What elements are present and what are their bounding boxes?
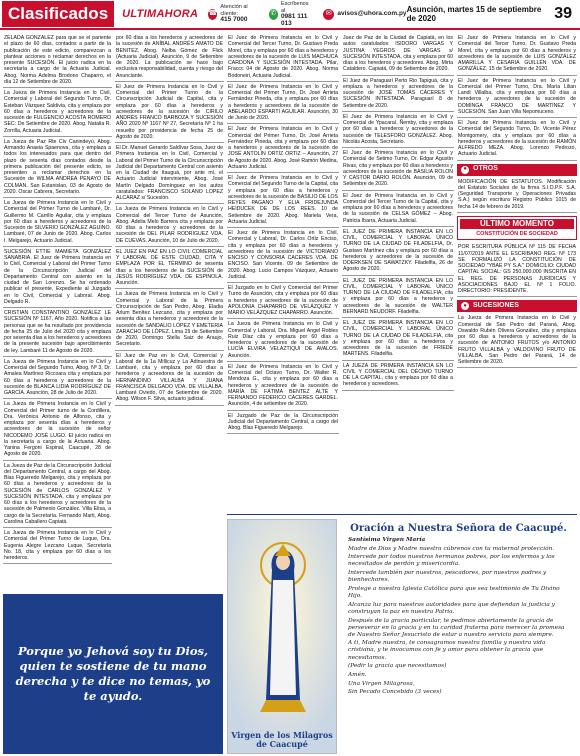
classified-ad: El Juzgado de Paz de la Circunscripción Judicial del Departamento Central, a cargo del Abog. Blas Figueredo Melgarejo. bbox=[227, 412, 339, 435]
classified-ad: El Juez de Primera Instancia en lo Civil y Comercial del Primer Turno, Dra. María Lilian Landi Villalba, cita y emplaza por 60 días a herederos y acreedores de la sucesión de DOMINGA FRANCO DE MARTÍNEZ Y SUCESIÓN. San Juan Villa Nepomuceno. bbox=[457, 77, 577, 119]
classified-ad: La Jueza de Primera Instancia en lo Civil y Comercial del Segundo Turno, Abog. Nº 3, Dr. Amalea Martínez Riccoara cita y emplaza por 60 días a herederos y acreedores de la sucesión de BLANCA LIDIA RODRÍGUEZ DE GARCÍA. Asunción, 28 de Julio de 2020. bbox=[3, 358, 112, 400]
section-title: Clasificados bbox=[2, 1, 114, 27]
virgin-figure-icon bbox=[228, 520, 337, 754]
classified-ad: La Jueza de Paz Rte Civ Canindeyú, Abog. Armando Anaeia Spaenova, cita y emplaza a todos los interesados para que dentro del plazo de sesenta días contados desde la primera publicación del presente edicto, se presenten a reclamar derechos en la Sucesión de WILMA ANDREA PENAYO DE COLMAN. San Estanislao, 03 de Agosto de 2020. Oscar Cabrera, Secretario. bbox=[3, 138, 112, 198]
bullet-icon: ● bbox=[461, 166, 469, 174]
virgin-image bbox=[227, 519, 337, 754]
classified-ad: El Juez de Primera Instancia en lo Civil y Comercial del Segundo Turno de la Capital, cita y emplaza por 60 días a herederos y acreedores de la sucesión de BASILIO DE LOS REYES PAGANO Y ELIA FRIDEJUNDA HEIDUCEK DE DE LOS REES. 10 de Setiembre de 2020. Abog. Mariela Vera, Actuaria Judicial. bbox=[227, 174, 339, 228]
classified-ad: La Jueza de Paz de la Circunscripción Judicial del Departamento Central, a cargo del Abog. Blas Figueredo Melgarejo, cita y emplaza por 60 días a herederos y acreedores de la SUCESIÓN de CARLOS GONZÁLEZ Y SUCESIÓN INTESTADA, cita y emplaza por 60 días a los herederos y acreedores de la sucesión de Palmenio González. Villa Elisa, a cargo de la Secretaría. Fernando Marti, Abog. Carolina Caballero Capiatá. bbox=[3, 462, 112, 529]
ultimo-momento-title: ÚLTIMO MOMENTO bbox=[460, 219, 574, 229]
prayer-line: Protege a nuestra Iglesia Católica para que sea testimonio de Tu Divino Hijo. bbox=[348, 585, 560, 600]
prayer-line: (Pedir la gracia que necesitamos) bbox=[348, 663, 447, 670]
customer-service-number: 415 7000 bbox=[220, 16, 248, 24]
prayer-line: Sin Pecado Concebido (3 veces) bbox=[348, 689, 442, 696]
prayer-line: Alcanza luz para nuestras autoridades para que defiendan la justicia y construyan la paz en nuestra Patria. bbox=[348, 601, 555, 615]
prayer-line: Intercede por todos nuestros hermanos pobres, por los enfermos y los necesitados de perdón y misericordia. bbox=[348, 554, 555, 568]
column-4 bbox=[342, 34, 454, 519]
column-3 bbox=[227, 34, 339, 519]
ultimo-momento-subtitle: CONSTITUCIÓN DE SOCIEDAD bbox=[476, 231, 558, 237]
classified-ad: EL JUEZ DE PRIMERA INSTANCIA EN LO CIVIL, COMERCIAL Y LABORAL ÚNICO TURNO DE LA CIUDAD DE FILADELFIA, Dr. Gustavo Martínez cita y emplaza por 60 días a herederos y acreedores de la sucesión de DOERKSEN DE SAWATZKY. Filadelfia, 26 de Agosto de 2020. bbox=[342, 228, 454, 276]
classified-ad: La Jueza de Primera Instancia en lo Civil y Comercial y Laboral de la Primera Circunscripción de San Pedro, Abog. Eladia Arlum Benítez Lezcano, cita y emplaza por sesenta días a herederos y acreedores de la sucesión de SANDALIO LÓPEZ Y EMETERIA ZARACHO DE LÓPEZ. Lima 29 de Setiembre de 2020. Domingo Stella Saiz de Araujo, Secretario. bbox=[115, 290, 224, 350]
classified-ad: El Juez de Primera Instancia en lo Civil y Comercial del Tercer Turno, Dr. Gustavo Preda Morel, cita y emplaza por 60 días a herederos y acreedores de la sucesión de LUIS GONZÁLEZ AMARILLA Y CESARIA GUILLÉN VDA. DE GONZÁLEZ. 15 de Setiembre de 2020. bbox=[457, 34, 577, 76]
divider bbox=[227, 514, 577, 515]
whatsapp-contact bbox=[269, 1, 314, 27]
newspaper-logo: ULTIMAHORA bbox=[122, 8, 199, 20]
whatsapp-number: 0981 111 013 bbox=[280, 13, 308, 27]
prayer-box bbox=[340, 519, 577, 754]
classified-ad: La Jueza de Primera Instancia en lo Civil y Comercial y Laboral, Dra. Miguel Angel Robles Ruiz Díaz cita y emplaza por 60 días a herederos y acreedores de la sucesión de LUCÍA ELVIRA VELAZTIQUI DE AVALOS. Asunción. bbox=[227, 320, 339, 362]
page-header bbox=[0, 0, 580, 30]
email-icon: ✉ bbox=[323, 9, 334, 20]
prayer-title: Oración a Nuestra Señora de Caacupé. bbox=[350, 523, 567, 534]
prayer-line: Intercede también por nuestros, pescadores, por nuestros padres y bienhechores. bbox=[348, 570, 547, 584]
classified-ad: El Juez de Paraguarí Perto Rio Tapiguá, cita y emplaza a herederos y acreedores de la sucesión de JOSÉ TOMÁS CÁCERES Y SUCESIÓN INTESTADA. Paraguarí 8 de Setiembre de 2020. bbox=[342, 77, 454, 112]
bullet-icon: ● bbox=[461, 302, 469, 310]
classified-ad: La Jueza de Primera Instancia en lo Civil, Comercial y Laboral del Segundo Turno, Dr. Esteban Vázquez Saldivia, cita y emplaza por 60 días a herederos y acreedores de la sucesión de FULGENCIO ACOSTA ROMERO SEC: De Setiembre de 2020. Abog. Natalia R. Zorrilla, Actuaria Judicial. bbox=[3, 89, 112, 137]
classified-ad: La Jueza de Primera Instancia en lo Civil y Comercial del Primer Turno de Luque, Dra. Eugenia Alegre Lezcano Luque, Secretaría No. 18, cita y emplaza por 60 días a los herederos. bbox=[3, 529, 112, 564]
email-contact bbox=[323, 9, 406, 20]
prayer-line: Madre de Dios y Madre nuestra cúbrenos con tu maternal protección. bbox=[348, 545, 555, 552]
classified-ad: EL JUEZ EN PAZ EN LO CIVIL COMERCIAL Y LABORAL DE ESTE CIUDAD, CITA Y EMPLAZA POR EL TÉRMINO de sesenta días a los herederos de la SUCESIÓN de JESÚS RODRÍGUEZ VDA. DE ESPINOLA. Asunción. bbox=[115, 248, 224, 290]
classified-ad: POR ESCRITURA PÚBLICA Nº 115 DE FECHA 11/07/2019 ANTE EL ESCRIBANO REG. Nº 173 SE FORMALIZÓ LA CONSTITUCIÓN DE SOCIEDAD "YBAÉ PY S.A." DOMICILIO: CIUDAD CAPITAL SOCIAL: GS 250.000.000 INSCRITA EN EL REG. DE PERSONAS JURÍDICAS Y ASOCIACIONES BAJO EL Nº 1 FOLIO. DIRECTORIO: PRESIDENTE. bbox=[457, 243, 577, 297]
bible-verse-text: Porque yo Jehová soy tu Dios, quien te sostiene de tu mano derecha y te dice no temas, yo te ayudo. bbox=[15, 644, 211, 703]
classified-ad: El Juez de Primera Instancia en lo Civil, Comercial y Laboral, Dr. Carlos Ortiz Enciso, cita y emplaza por 60 días a herederos y acreedores de la sucesión de VICTORIANO ENCISO Y CONSORIA CACERES VDA. DE ENCISO. San Vicente. 09 de Setiembre de 2020. Abog. Lucio Campos Vázquez, Actuario Judicial. bbox=[227, 229, 339, 283]
otros-section-header bbox=[457, 164, 577, 176]
classified-ad: LA JUEZA DE PRIMERA INSTANCIA EN LO CIVIL Y COMERCIAL DEL DÉCIMO TURNO DE LA CAPITAL, cita y emplaza por 60 días a herederos y acreedores. bbox=[342, 362, 454, 391]
otros-label: OTROS bbox=[473, 165, 498, 173]
bible-verse-banner bbox=[3, 594, 223, 754]
classified-ad: El Juez de Paz en lo Civil, Comercial y Laboral de la 1a Millicuz y La Adinuestra de Lambaré, cita y emplaza por 60 días a herederos y acreedores de la sucesión de HERNANDINO VILLALBA Y JUANA FRANCISCA DELGADO VDA. DE VILLALBA. Lambaré Oviedo, 07 de Setiembre de 2020. Abog. Wilson F. Silva, actuario judicial. bbox=[115, 352, 224, 406]
issue-date: Asunción, martes 15 de septiembre de 2020 bbox=[406, 5, 542, 23]
prayer-line: Una Virgen Milagrosa, bbox=[348, 680, 415, 687]
customer-service-label: Atención al cliente: bbox=[220, 4, 248, 17]
classified-ad: ZELADA GONZALEZ para que se el pariente el plazo de 60 días, contados a partir de la publicación de este edicto, comparezcan a plantear acciones o reclamar derechos en la presente SUCESIÓN. El juicio radica en la secretaría a cargo de la Actuaria Judicial. Abog. Norma Adelma Brodono Chaparro, el día 12 de Setiembre de 2020. bbox=[3, 34, 112, 88]
classified-ad: EL JUEZ DE PRIMERA INSTANCIA EN LO CIVIL, COMERCIAL Y LABORAL ÚNICO TURNO DE LA CIUDAD DE FILADELFIA, cita y emplaza por 60 días a herederos y acreedores de la sucesión de FRIEDE MARTENS. Filadelfia. bbox=[342, 319, 454, 361]
classified-ad: La Jueza de Primera Instancia en lo Civil y Comercial de San Pedro del Paraná, Abog. Oswaldo Rubén Olivera González, cita y emplaza por 60 días a herederos y acreedores de la sucesión de ANTONIO FRUTOS y/o ANTONIO FRUTO VILLALBA y VALDOVINO FRUTO DE VILLALBA. San Pedro del Paraná, 14 de Setiembre de 2020. bbox=[457, 314, 577, 368]
email-address: avisos@uhora.com.py bbox=[337, 9, 407, 17]
whatsapp-icon: ✆ bbox=[269, 9, 278, 20]
page-number: 39 bbox=[554, 5, 572, 22]
whatsapp-label: Escríbenos al bbox=[280, 1, 309, 14]
prayer-line: Santísima Virgen María bbox=[348, 537, 426, 543]
prayer-line: A ti, Madre nuestra, te consagramos nuestra familia y nuestra vida cristiana, y te invocamos con fe y amor para obtener la gracia que necesitamos. bbox=[348, 640, 546, 661]
classified-ad: La Jueza de Primera Instancia en lo Civil y Comercial del Primer turno de la Cordillera, Dra. Verónica Antonio de Alfonso, cita y emplaza por sesenta días a herederos y acreedores de la sucesión de señor NICODEMO JOSÉ LUGO. El juicio radica en la secretaría a cargo de la Actuaria. Abog. Yanina Fergoni Espinal, Caacupé, 28 de Agosto de 2020. bbox=[3, 400, 112, 460]
classified-ad: El Juez de Primera Instancia en lo Civil y Comercial del Octavo Turno, Dr. Walter R. Mendoza G., cita y emplaza por 60 días a herederos y acreedores de la sucesión de MARÍA DE FÁTIMA BENTEZ ALTE Y FERNANDO FEDERICO CÁCERES GARDEL. Asunción, 4 de setiembre de 2020. bbox=[227, 363, 339, 411]
phone-icon: ☎ bbox=[208, 9, 217, 20]
ultimo-momento-banner bbox=[457, 216, 577, 241]
classified-ad: Juez de Paz de la Ciudad de Capiatá, en los autos caratulados: ISIDORO VARGAS Y JUSTINA YEGROS DE VARGAS s/ SUCESIÓN INTESTADA, cita y emplaza por 60 días a los herederos y acreedores. Abog. Mirta Cataldero. Capiatá, 09 de Setiembre de 2020. bbox=[342, 34, 454, 76]
sucesiones-label: SUCESIONES bbox=[473, 302, 519, 310]
column-1 bbox=[3, 34, 112, 594]
classified-ad: SUCESIÓN ETTIE MAMIETA GONZÁLEZ SANABRIA. El Juez de Primera Instancia en lo Civil, Comercial y Laboral del Primer Turno de la Circunscripción Judicial del Departamento Central con asiento en la ciudad de San Lorenzo. Se ha ordenado publicar el presente, Expediente al Juzgado en lo Civil, Comercial y Laboral. Abog. Delgado R. bbox=[3, 248, 112, 308]
virgin-image-caption: Virgen de los Milagros de Caacupé bbox=[231, 730, 333, 749]
classified-ad: El Juez de Primera Instancia en lo Civil y Comercial del Primer Turno, Dr. José Arrieta Fernández Pineda, cita y emplaza por 60 días a herederos y acreedores de la sucesión de JOSÉ ANTOLÍN ORTIZ ORTIZ – Asunción, 27 de Agosto de 2020. Abog. José Ramón Medina, Actuario Judicial. bbox=[227, 125, 339, 173]
classified-ad: El Dr. Manuel Gerardo Saldívar Sosa, Juez de Primera Instancia en lo Civil, Comercial y Laboral del Primer Turno de la Circunscripción Judicial del Departamento Central con asiento en la Ciudad de Itauguá, por ante mí, el Actuario Judicial interviniente, Abog. José Martín Delgado Domínguez en los autos caratulados: FRANCISCO SOLANO LOPEZ ALCARAZ s/ Sucesión. bbox=[115, 144, 224, 204]
classified-ad: El Juez de Primera Instancia en lo Civil y Comercial del Primer Turno, Dr. José Arrieta Fernández Pineda, cita y emplaza por 60 días a herederos y acreedores de la sucesión de ABELARDO ESPARTI AGUILAR. Asunción, 30 de Junio de 2020. bbox=[227, 83, 339, 125]
classified-ad: El Juez de Primera Instancia en lo Civil y Comercial del Primer Turno de la Circunscripción Judicial de Capital, cita y emplaza por 60 días a herederos y acreedores de la sucesión de CIRILO ANDRÉS FRANCO BARBOZA Y SUCESIÓN AÑO 2020 Nº 1167 Nº 27, Secretaría Nº 1 ha resuelto por providencia de fecha 25 de Agosto de 2020. bbox=[115, 83, 224, 143]
classified-ad: El Juzgado en lo Civil y Comercial del Primer Turno de Asunción, cita y emplaza por 60 días a herederos y acreedores de la sucesión de APOLONIA CHAPARRO DE VELÁZQUEZ Y MARIO VELÁZQUEZ CHAPARRO. Asunción. bbox=[227, 284, 339, 319]
classified-ad: El Juez de Primera Instancia en lo Civil y Comercial del Tercer Turno de la Capital, cita y emplaza por 60 días a herederos y acreedores de la sucesión de CELSA GÓMEZ – Abog. Patricia Ibarra, Actuaria Judicial. bbox=[342, 192, 454, 227]
prayer-line: Después de la gracia particular, te pedimos abiertamente la gracia de perseverar en la gracia y en tu caridad fraterna para merecer la promesa de Nuestro Señor Jesucristo de estar a nuestro servicio para siempre. bbox=[348, 617, 565, 638]
classified-ad: El Juez de Primera Instancia en lo Civil y Comercial de Ypacaraí, Ñemby, cita y emplaza por 60 días a herederos y acreedores de la sucesión de TELESFORO GONZÁLEZ. Abog. Nicolás Acosta, Secretario. bbox=[342, 113, 454, 148]
classified-ad: El Juez de Primera Instancia en lo Civil y Comercial del Tercer Turno, Dr. Gustavo Preda Morel, cita y emplaza por 60 días a herederos y acreedores de la sucesión de LUIS MACHUCA CARDONA Y SUCESIÓN INTESTADA. Pilar, Fraccc 04 de Agosto de 2020. Abog. Norma Bodoneiri, Actuaria Judicial. bbox=[227, 34, 339, 82]
classified-ad: La Jueza de Primera Instancia en lo Civil y Comercial del Tercer Turno de Asunción, Abog. Adelia Melo Barrera cita y emplaza por 60 días a herederos y acreedores de la sucesión de DEL PILAR RODRIGUEZ VDA. DE CUEVAS. Asunción, 10 de Julio de 2020. bbox=[115, 205, 224, 247]
classified-ad: CRISTIAN CONSTANTINO GONZÁLEZ LE SUCESIÓN Nº 1167, Año 2020. Notifica a las personas que se ha resultado por providencia de fecha 25 de Julio del 2020 cita y emplaza por sesenta días a los herederos y acreedores de la presente sucesión bajo apercibimiento de ley. Lambaré 11 de Agosto de 2020. bbox=[3, 309, 112, 357]
classified-ad: El Juez de Primera Instancia en lo Civil y Comercial de Setimo Turno, Dr. Edgar Agustín Rivas, cita y emplaza por 60 días a herederos y acreedores de la sucesión de BASILIA ROLON Y CASTOR DARIO ROLÓN. Asunción, 09 de Setiembre de 2020. bbox=[342, 149, 454, 191]
column-2 bbox=[115, 34, 224, 594]
classified-ad: EL JUEZ DE PRIMERA INSTANCIA EN LO CIVIL, COMERCIAL Y LABORAL ÚNICO TURNO DE LA CIUDAD DE FILADELFIA, cita y emplaza por 60 días a herederos y acreedores de la sucesión de WALTER BERNARD NEUDORF. Filadelfia. bbox=[342, 277, 454, 319]
classified-ad: La Jueza de Primera Instancia en lo Civil y Comercial del Primer Turno de Lambaré, Dr. Guillermo M. Carrillo Aguilar, cita y emplaza por 60 días a herederos y acreedores de la Sucesión de SILVERIO GONZÁLEZ AGUINO. Lambaré, 07 de Junio de 2020. Abog. Carlos I. Melgarejo, Actuario Judicial. bbox=[3, 199, 112, 247]
customer-service-contact bbox=[208, 4, 259, 24]
sucesiones-section-header bbox=[457, 300, 577, 312]
classified-ad: por 60 días a los herederos y acreedores de la sucesión de ANÍBAL ANDRÉS AMATO DE BENITEZ. Abog. Nelba Gómez de Flick (Actuaria Judicial). Asunción, 9 de Setiembre de 2020. La publicación se hace bajo exclusiva responsabilidad, cuenta y riesgo del Anunciante. bbox=[115, 34, 224, 82]
classified-ad: El Juez de Primera Instancia en lo Civil y Comercial del Segundo Turno, Dr. Vicente Pérez Montgomery, cita y emplaza por 60 días a herederos y acreedores de la sucesión de RAMÓN ALFREDO MEZA. Abog. Lorenzo Pedrozo, Actuario Judicial. bbox=[457, 119, 577, 161]
classified-ad: MODIFICACIÓN DE ESTATUTOS. Modificación del Estatuto Sociales de la firma S.I.D.P.F. S.A. (Seguridad Transporte y Operaciones Privadas S.A.) según escritura Registro Público 1015 de fecha 14 de febrero de 2019. bbox=[457, 178, 577, 213]
prayer-line: Amén. bbox=[348, 671, 367, 678]
